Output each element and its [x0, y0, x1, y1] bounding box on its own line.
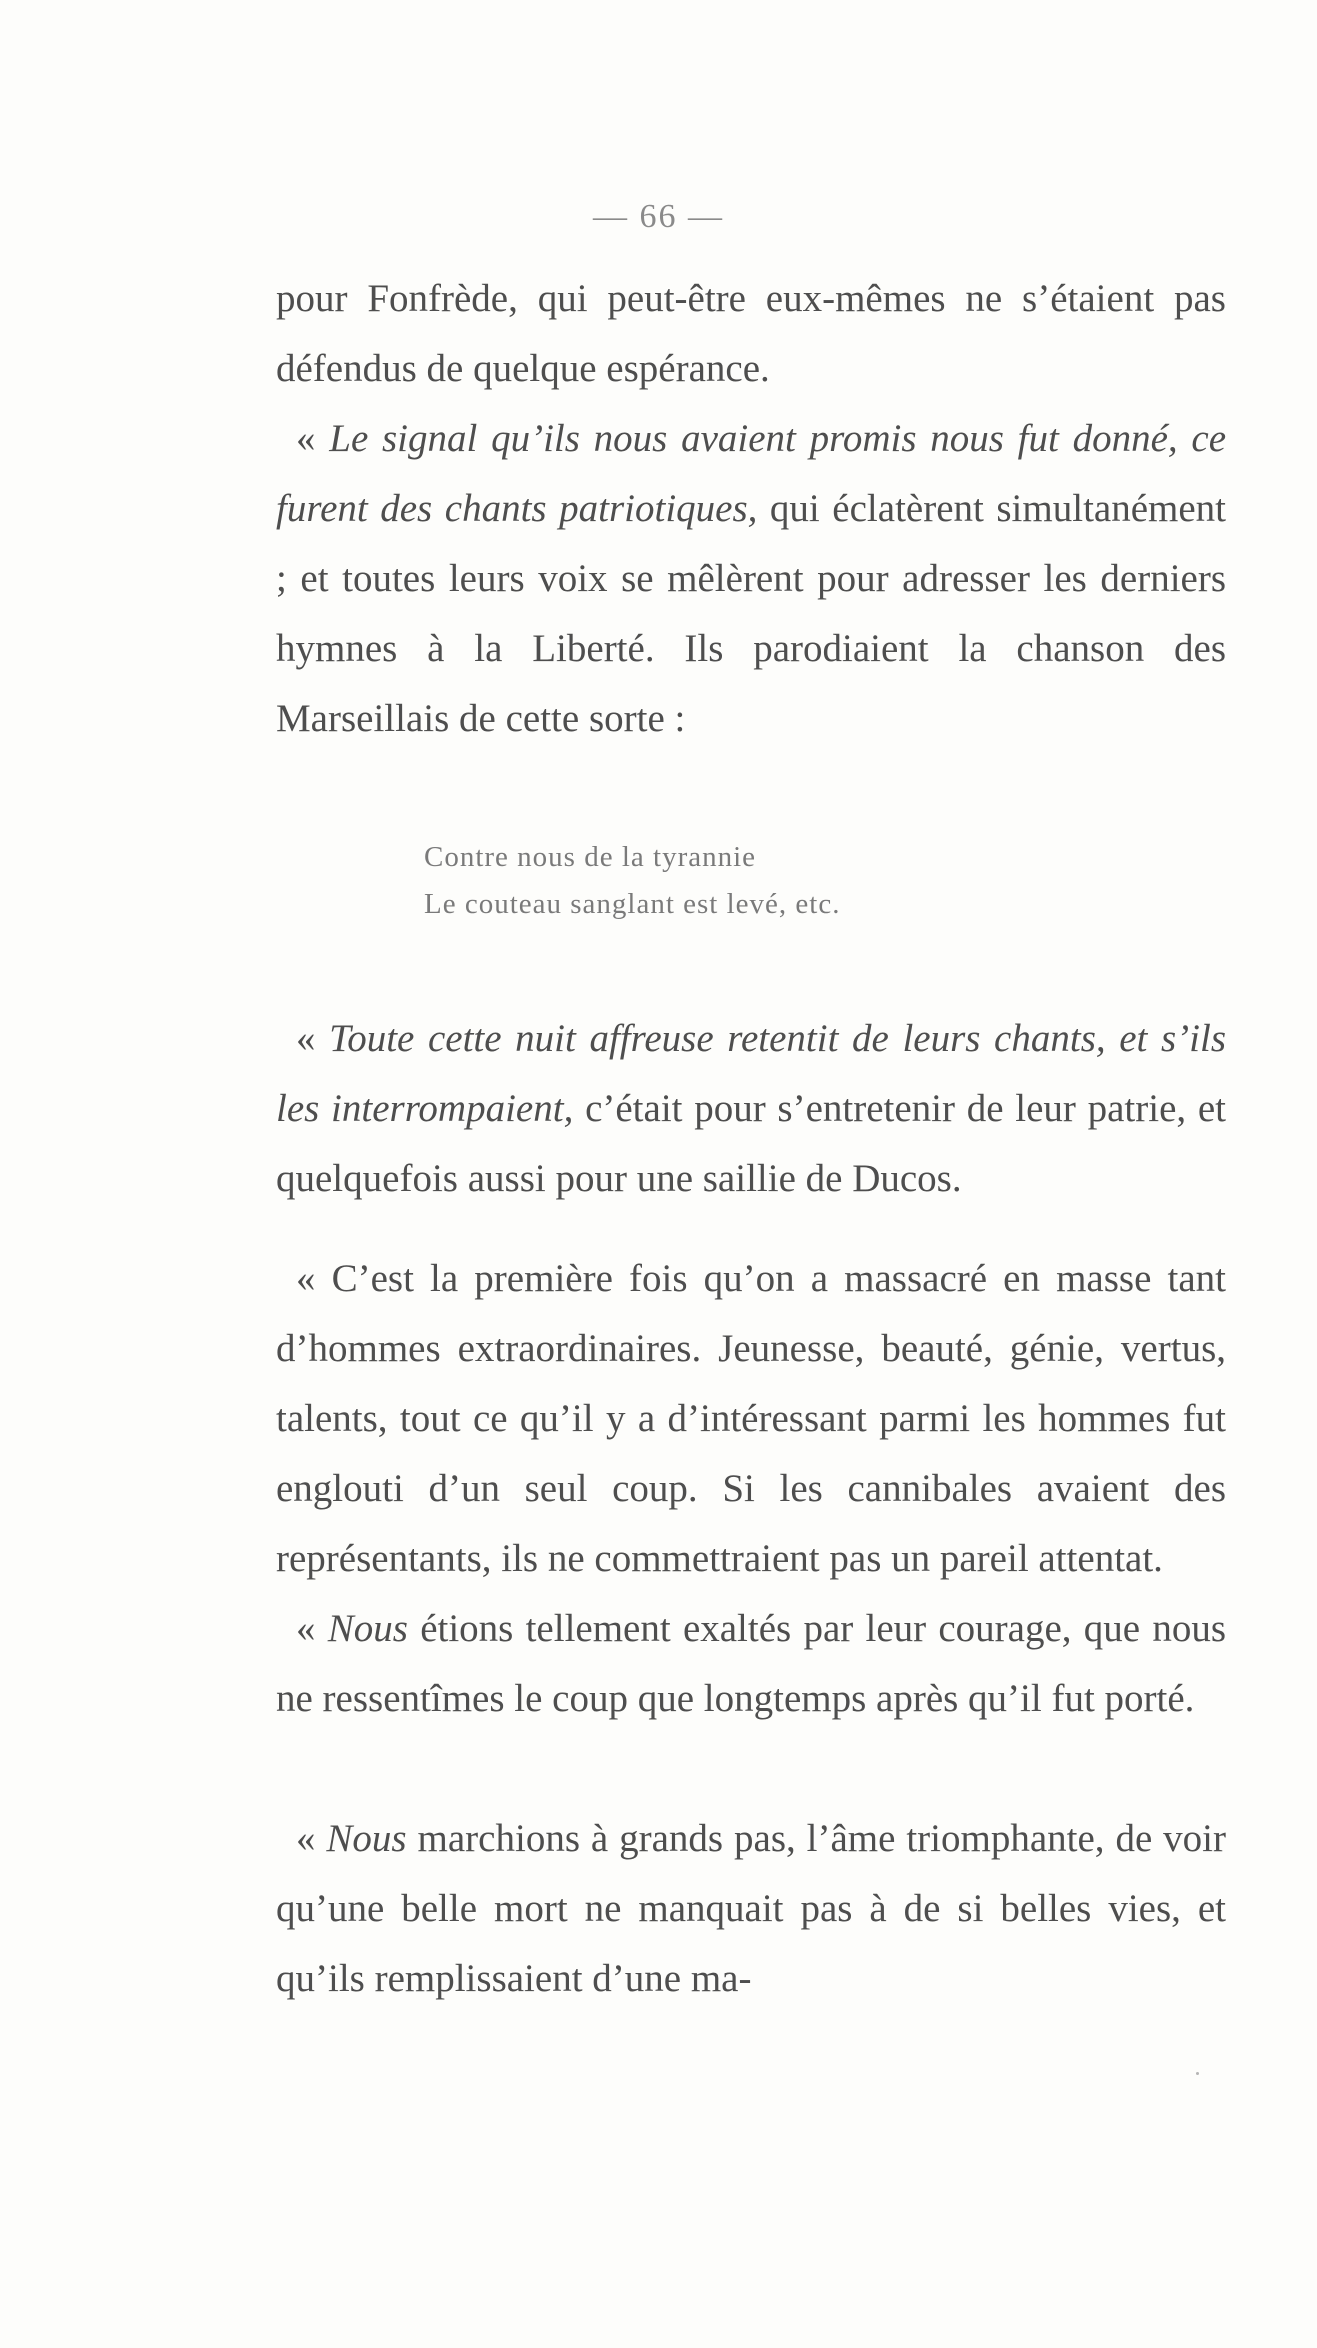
- opening-quote: «: [296, 1607, 328, 1650]
- opening-quote: «: [296, 417, 330, 460]
- page-number: — 66 —: [593, 198, 724, 235]
- italic-word: Nous: [326, 1817, 407, 1860]
- opening-quote: «: [296, 1817, 327, 1860]
- verse-line-2: Le couteau sanglant est levé, etc.: [424, 888, 841, 920]
- opening-quote: «: [296, 1017, 330, 1060]
- paragraph-1: [276, 264, 1226, 404]
- paragraph-6: [276, 1804, 1226, 2014]
- paragraph-3: [276, 1004, 1226, 1214]
- paragraph-text: qui éclatèrent simultanément ; et toutes leurs voix se mêlèrent pour adresser les derniers hymnes à la Liberté. Ils parodiaient la chanson des Marseillais de cette sorte :: [276, 487, 1226, 740]
- paragraph-text: pour Fonfrède, qui peut-être eux-mêmes ne s’étaient pas défendus de quelque espérance.: [276, 277, 1226, 390]
- italic-word: Nous: [327, 1607, 408, 1650]
- italic-quotation: Toute cette nuit affreuse retentit de leurs chants, et s’ils les interrompaient,: [276, 1017, 1226, 1130]
- print-speck: [1196, 2072, 1199, 2075]
- paragraph-text: étions tellement exaltés par leur courage, que nous ne ressentîmes le coup que longtemps après qu’il fut porté.: [276, 1607, 1226, 1720]
- paragraph-4: [276, 1244, 1226, 1594]
- paragraph-text: marchions à grands pas, l’âme triomphante, de voir qu’une belle mort ne manquait pas à de si belles vies, et qu’ils remplissaient d’une ma-: [276, 1817, 1227, 2000]
- song-verse: [424, 834, 840, 928]
- paragraph-2: [276, 404, 1226, 754]
- paragraph-text: c’était pour s’entretenir de leur patrie, et quelquefois aussi pour une saillie de Ducos.: [276, 1087, 1227, 1200]
- verse-line-1: Contre nous de la tyrannie: [424, 841, 757, 873]
- paragraph-text: « C’est la première fois qu’on a massacré en masse tant d’hommes extraordinaires. Jeunesse, beauté, génie, vertus, talents, tout ce qu’il y a d’intéressant parmi les hommes fut englouti d’un seul coup. Si les cannibales avaient des représentants, ils ne commettraient pas un pareil attentat.: [276, 1257, 1226, 1580]
- italic-quotation: Le signal qu’ils nous avaient promis nous fut donné, ce furent des chants patriotiques,: [276, 417, 1227, 530]
- paragraph-5: [276, 1594, 1226, 1734]
